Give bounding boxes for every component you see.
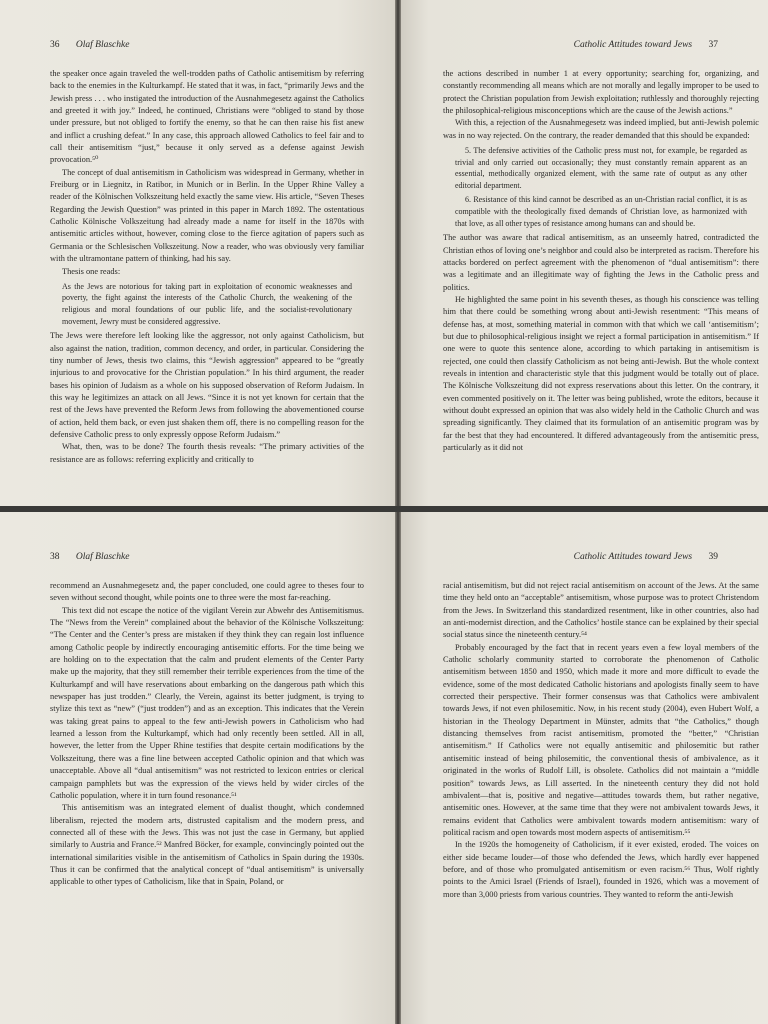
running-head — [574, 40, 718, 50]
page-body — [50, 68, 364, 466]
page-38 — [0, 512, 396, 1024]
running-head-title: Catholic Attitudes toward Jews — [573, 552, 693, 562]
paragraph: In the 1920s the homogeneity of Catholicism, if it ever existed, eroded. The voices on either side became louder—of those who defended the Jews, which hardly ever happened before, and of those who promulgated antisemitism or even racism.⁵⁶ Thus, Wolf rightly points to the Amici Israel (Friends of Israel), founded in 1926, which was a movement of more than 3,000 priests from various countries. They wanted to reform the anti-Jewish — [443, 840, 759, 899]
page-body — [443, 580, 759, 901]
running-head — [574, 552, 718, 562]
page-37 — [399, 0, 768, 506]
paragraph: With this, a rejection of the Ausnahmegesetz was indeed implied, but anti-Jewish polemic was in no way rejected. On the contrary, the reader demanded that this should be expanded: — [443, 118, 759, 140]
paragraph: Thesis one reads: — [62, 266, 121, 276]
book-gutter — [395, 512, 401, 1024]
paragraph: The Jews were therefore left looking like the aggressor, not only against Catholicism, but also against the nation, tradition, common decency, and order, in particular. Considering the tiny number of Jews, thesis two claims, this “Jewish aggression” appeared to be “greatly injurious to and provocative for the Christian population.” In his third argument, the reader bases his opinion of Judaism as a whole on his supposed observation of Reform Judaism. In this way he legitimizes an attack on all Jews. “Since it is not yet known for certain that the rest of the Jews have prevented the Reform Jews from following the abovementioned course of action, held them back, or even just shaken them off, there is no compelling reason for the defensive Catholic press to only expressly oppose Reform Judaism.” — [50, 331, 364, 439]
block-quote: As the Jews are notorious for taking part in exploitation of economic weaknesses and poverty, the fight against the interests of the Catholic Church, the weakening of the religious and moral foundations of our public life, and the socialist-revolutionary movement, Jewry must be considered aggressive. — [62, 281, 352, 326]
paragraph: What, then, was to be done? The fourth thesis reveals: “The primary activities of the resistance are as follows: referring explicitly and critically to — [50, 442, 364, 464]
paragraph: the speaker once again traveled the well-trodden paths of Catholic antisemitism by referring back to the enemies in the Kulturkampf. He stated that it was, in fact, “primarily Jews and the Jewish press . . . who instigated the introduction of the Ausnahmegesetz against the Catholics and greeted it with joy.” Indeed, he continued, Christians were “obliged to stand by those under pressure, but not obliged to fortify the enemy, so that he can then raise his fist anew and inflict a crushing defeat.” In any case, this approach allowed Catholics to feel fair and to call their antisemitism “just,” because it only served as a defense against Jewish provocation.⁵⁰ — [50, 69, 364, 165]
running-head — [50, 552, 129, 562]
paragraph: recommend an Ausnahmegesetz and, the paper concluded, one could agree to theses four to seven without second thought, while points one to three were the most far-reaching. — [50, 581, 364, 603]
running-head-author: Olaf Blaschke — [75, 552, 130, 562]
paragraph: This antisemitism was an integrated element of dualist thought, which condemned liberalism, rejected the modern arts, distrusted capitalism and the modern press, and connected all of these with the Jews. This was not just the case in Germany, but applied similarly to Austria and France.⁵² Manfred Böcker, for example, convincingly pointed out the international similarities visible in the antisemitism of Catholics in Spain during the 1930s. Thus it can be confirmed that the analytical concept of “dual antisemitism” is universally applicable to other types of Catholicism, like that in Spain, Poland, or — [50, 803, 364, 887]
page-36 — [0, 0, 396, 506]
paragraph: the actions described in number 1 at every opportunity; searching for, organizing, and constantly recommending all means which are not morally and legally improper to be used to protect the Christian population from Jewish exploitation; ruthlessly and thoroughly rejecting the philosophical-religious misconceptions which are the cause of the Jewish actions.” — [443, 69, 759, 116]
paragraph: Probably encouraged by the fact that in recent years even a few loyal members of the Catholic scholarly community started to corroborate the phenomenon of Catholic antisemitism between 1850 and 1950, which made it more and more difficult to evade the evidence, some of the most dedicated Catholic historians and apologists finally seem to have corrected their perspective. Their former consensus was that Catholics were ambivalent towards Jews, if not even philosemitic. Now, in his recent study (2004), even Hubert Wolf, a historian in the Theology Department in Münster, admits that “the Catholics,” though distancing themselves from racist antisemitism, promoted the “better,” “Christian antisemitism.” If Catholics were not equally antisemitic and philosemitic but rather antisemitic instead of being philosemitic, the conventional thesis of ambivalence, as it originated in the works of Rudolf Lill, is obsolete. Catholics did not maintain a “middle position” towards Jews, as Lill asserted. In the nineteenth century they did not hold ambivalent—that is, positive and negative—attitudes towards them, but rather negative, antisemitic ones. However, at the same time that they were not ambivalent towards Jews, it remains evident that Catholics were ambivalent towards modern antisemitism: wary of political racism and open towards most modern aspects of antisemitism.⁵⁵ — [443, 642, 759, 837]
paragraph: The concept of dual antisemitism in Catholicism was widespread in Germany, whether in Freiburg or in Liegnitz, in Ratibor, in Munich or in Berlin. In the Upper Rhine Valley a reader of the Kölnischen Volkszeitung held exactly the same view. His article, “Seven Theses Regarding the Jewish Question” was printed in this paper in March 1892. The ostentatious Catholic Kölnische Volkszeitung had already made a name for itself in the 1870s with antisemitic articles without, however, coming close to the fierce agitation of papers such as Germania or the Schlesischen Volkszeitung. Now a reader, who was obviously very familiar with the ultramontane pattern of thinking, had his say. — [50, 167, 364, 264]
running-head — [50, 40, 129, 50]
page-body — [50, 580, 364, 889]
paragraph: racial antisemitism, but did not reject racial antisemitism on account of the Jews. At the same time they held onto an “acceptable” antisemitism, whose purpose was to protect Christendom from the Jews. In Switzerland this standardized resentment, like in other countries, also had an anti-modernist direction, and the Catholics’ hostile stance can be explained by their special social status since the nineteenth century.⁵⁴ — [443, 581, 759, 640]
running-head-title: Catholic Attitudes toward Jews — [573, 40, 693, 50]
page-body — [443, 68, 759, 454]
page-number: 36 — [50, 40, 60, 50]
paragraph: He highlighted the same point in his seventh theses, as though his conscience was telling him that there could be something wrong about anti-Jewish resentment: “This means of defense has, at most, something material in common with that which we call ‘antisemitism’; but due to philosophical-religious insight we reject a formal participation in antisemitism.” If one were to quote this sentence alone, according to which partaking in antisemitism is rejected, one could then classify Catholicism as not being anti-Jewish. But the whole context reveals in intention and characteristic style that this judgment would be totally out of place. The Kölnische Volkszeitung did not express reservations about this letter. On the contrary, it even commented positively on it. The letter was being published, wrote the editors, because it without doubt expressed an opinion that was also widely held in the Catholic Church and was spreading significantly. They claimed that its formulation of an antisemitic program was by far the best that they had encountered. It differed advantageously from the antisemitic press, particularly as it did not — [443, 294, 759, 453]
book-gutter — [395, 0, 401, 506]
running-head-author: Olaf Blaschke — [75, 40, 130, 50]
page-39 — [399, 512, 768, 1024]
top-spread — [0, 0, 768, 506]
page-number: 37 — [708, 40, 718, 50]
page-number: 39 — [708, 552, 718, 562]
page-number: 38 — [50, 552, 60, 562]
bottom-spread — [0, 512, 768, 1024]
block-quote: 5. The defensive activities of the Catholic press must not, for example, be regarded as trivial and only carried out occasionally; they must constantly remain apparent as an essential, methodically organized element, with the same rate of output as any other editorial department. — [455, 146, 747, 190]
paragraph: This text did not escape the notice of the vigilant Verein zur Abwehr des Antisemitismus. The “News from the Verein” complained about the behavior of the Kölnische Volkszeitung: “The Center and the Center’s press are mistaken if they think they can regain lost influence among Catholic people by indirectly encouraging antisemitic efforts. For the time being we are holding on to the expectation that the calm and prudent elements of the Center Party make up the majority, that they still remember their terrible experiences from the time of the Kulturkampf and will have reservations about embarking on the dangerous path which this newspaper has just trodden.” Clearly, the Verein, against its better judgment, is trying to stylize this text as “new” (“just trodden”) and as an exception. This indicates that the Verein was taking great pains to appeal to the few anti-Jewish powers in Catholicism who had learned a lesson from the Kulturkampf, which had only recently been settled. All in all, however, the letter from the Upper Rhine testifies that despite certain modifications by the Volkszeitung, there was a fine line between accepted Catholic opinion and that which was unacceptable. Above all “dual antisemitism” was not restricted to lexicon entries or clerical campaign pamphlets but was the expression of the views held by wider circles of the Catholic population, where it in turn found resonance.⁵¹ — [50, 605, 364, 800]
block-quote: 6. Resistance of this kind cannot be described as an un-Christian racial conflict, it is as compatible with the theologically fixed demands of Christian love, as harmonized with that love, as all other types of resistance among humans can and should be. — [455, 195, 747, 228]
paragraph: The author was aware that radical antisemitism, as an unseemly hatred, contradicted the Christian ethos of loving one’s neighbor and could also be interpreted as racism. Therefore his attacks bordered on perfect agreement with the phenomenon of “dual antisemitism”: there was a legitimate and an illegitimate way of fighting the Jews in the Catholic press and politics. — [443, 233, 759, 292]
